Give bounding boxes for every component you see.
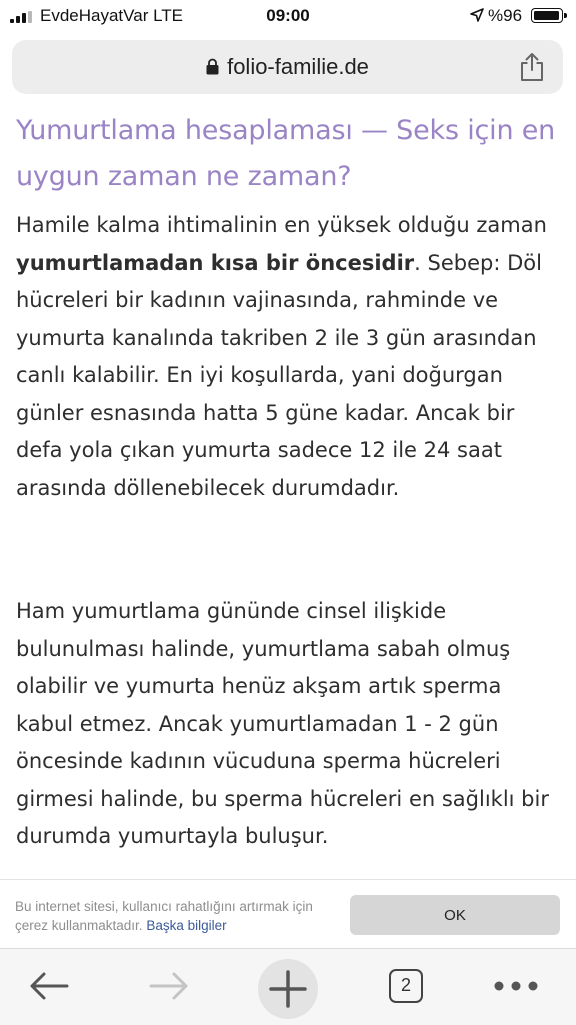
url-display[interactable] xyxy=(12,54,563,80)
article-title: Yumurtlama hesaplaması — Seks için en uygun zaman ne zaman? xyxy=(16,115,556,192)
cookie-message: Bu internet sitesi, kullanıcı rahatlığını artırmak için çerez kullanmaktadır. xyxy=(15,899,313,933)
battery-percent: %96 xyxy=(488,6,523,25)
paragraph-1-start: Hamile kalma ihtimalinin en yüksek olduğu zaman xyxy=(16,213,547,237)
battery-icon xyxy=(531,8,563,23)
paragraph-2: Ham yumurtlama gününde cinsel ilişkide bulunulması halinde, yumurtlama sabah olmuş olabilir ve yumurta henüz akşam artık sperma kabul etmez. Ancak yumurtlamadan 1 - 2 gün öncesinde kadının vücuduna sperma hücreleri girmesi halinde, bu sperma hücreleri en sağlıklı bir durumda yumurtayla buluşur. xyxy=(16,599,549,848)
more-dots-icon[interactable] xyxy=(494,981,538,991)
carrier-label: EvdeHayatVar LTE xyxy=(40,6,183,25)
clock: 09:00 xyxy=(266,6,310,25)
lock-icon xyxy=(206,58,219,75)
status-bar xyxy=(0,0,576,32)
paragraph-1 xyxy=(16,207,564,507)
tabs-button[interactable]: 2 xyxy=(389,969,423,1003)
address-bar[interactable] xyxy=(12,40,563,94)
cookie-banner xyxy=(0,879,576,948)
share-icon[interactable] xyxy=(519,52,545,82)
location-arrow-icon xyxy=(470,8,484,22)
new-tab-button[interactable] xyxy=(258,959,318,1019)
cookie-text xyxy=(15,897,335,935)
back-arrow-icon[interactable] xyxy=(28,971,70,1001)
cookie-ok-button[interactable]: OK xyxy=(350,895,560,935)
browser-toolbar xyxy=(0,948,576,1025)
more-info-link[interactable]: Başka bilgiler xyxy=(146,918,227,933)
paragraph-1-rest: . Sebep: Döl hücreleri bir kadının vajinasında, rahminde ve yumurta kanalında takriben 2 ile 3 gün arasından canlı kalabilir. En iyi koşullarda, yani doğurgan günler esnasında hatta 5 güne kadar. Ancak bir defa yola çıkan yumurta sadece 12 ile 24 saat arasında döllenebilecek durumdadır. xyxy=(16,250,542,500)
url-text: folio-familie.de xyxy=(227,54,369,79)
plus-icon xyxy=(258,959,318,1019)
forward-arrow-icon[interactable] xyxy=(148,971,190,1001)
paragraph-1-emphasis: yumurtlamadan kısa bir öncesidir xyxy=(16,250,415,275)
article xyxy=(16,108,564,200)
